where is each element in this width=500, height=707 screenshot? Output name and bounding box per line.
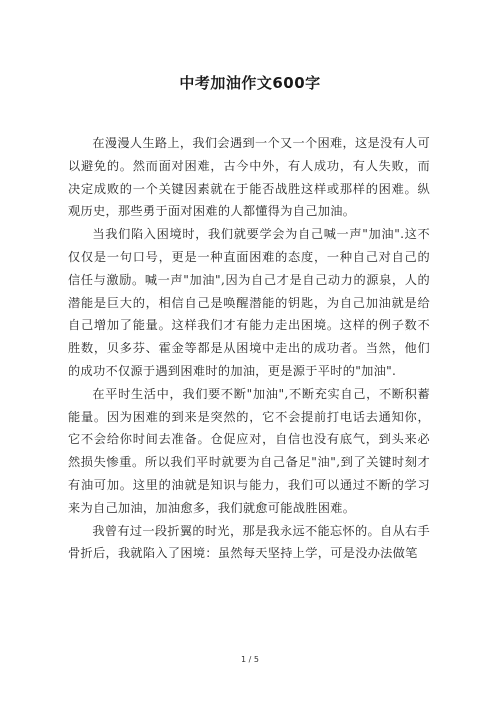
document-body xyxy=(68,132,430,565)
page-number: 1 / 5 xyxy=(241,655,259,664)
paragraph-4: 我曾有过一段折翼的时光，那是我永远不能忘怀的。自从右手骨折后，我就陷入了困境：虽然每天坚持上学，可是没办法做笔 xyxy=(68,523,430,561)
paragraph-1: 在漫漫人生路上，我们会遇到一个又一个困难，这是没有人可以避免的。然而面对困难，古今中外，有人成功，有人失败，而决定成败的一个关键因素就在于能否战胜这样或那样的困难。纵观历史，那些勇于面对困难的人都懂得为自己加油。 xyxy=(68,136,430,219)
paragraph-2: 当我们陷入困境时，我们就要学会为自己喊一声"加油".这不仅仅是一句口号，更是一种直面困难的态度，一种自己对自己的信任与激励。喊一声"加油",因为自己才是自己动力的源泉，人的潜能是巨大的，相信自己是唤醒潜能的钥匙，为自己加油就是给自己增加了能量。这样我们才有能力走出困境。这样的例子数不胜数，贝多芬、霍金等都是从困境中走出的成功者。当然，他们的成功不仅源于遇到困难时的加油，更是源于平时的"加油". xyxy=(68,227,430,378)
document-title: 中考加油作文600字 xyxy=(179,74,321,92)
paragraph-3: 在平时生活中，我们要不断"加油",不断充实自己，不断积蓄能量。因为困难的到来是突然的，它不会提前打电话去通知你，它不会给你时间去准备。仓促应对，自信也没有底气，到头来必然损失惨重。所以我们平时就要为自己备足"油",到了关键时刻才有油可加。这里的油就是知识与能力，我们可以通过不断的学习来为自己加油，加油愈多，我们就愈可能战胜困难。 xyxy=(68,386,430,515)
